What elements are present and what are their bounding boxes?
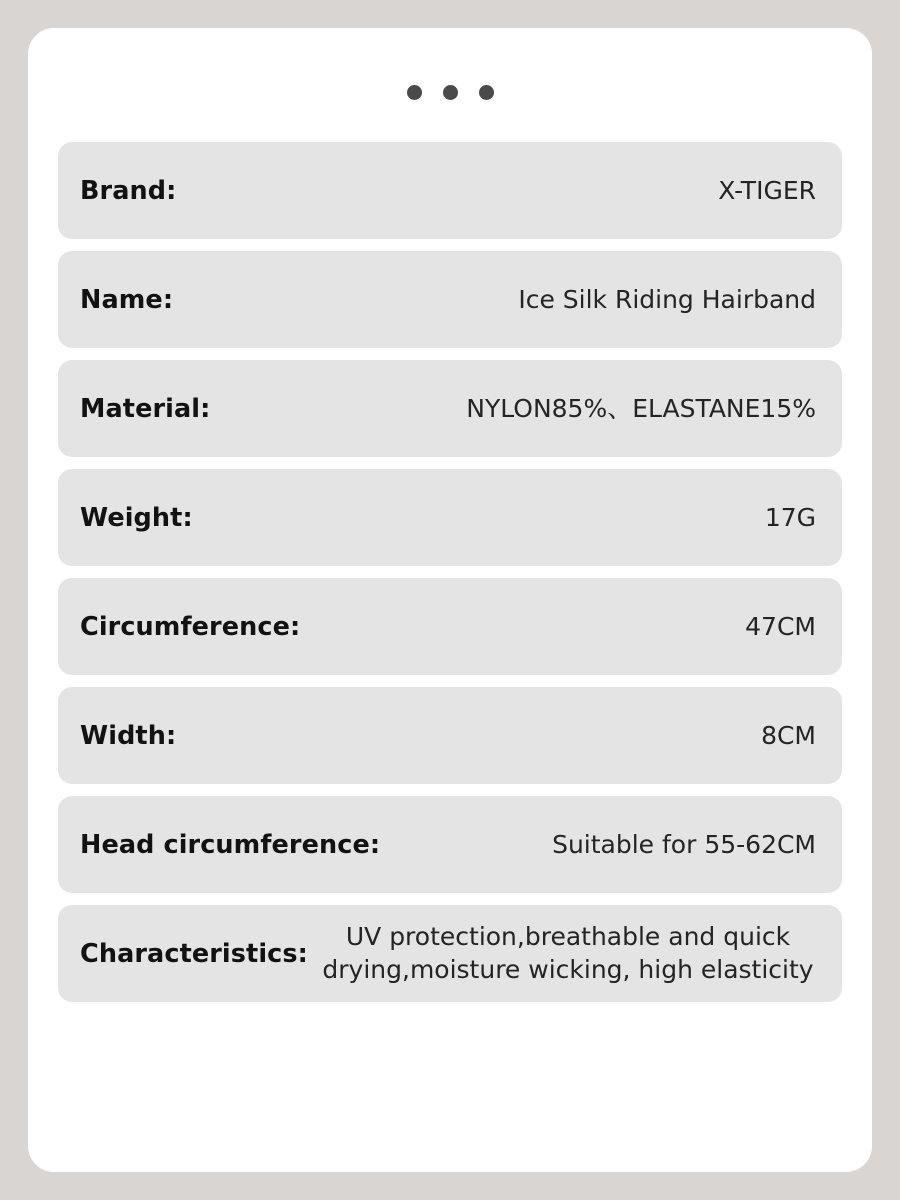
spec-value: 8CM <box>761 720 816 750</box>
spec-value: Ice Silk Riding Hairband <box>518 284 816 314</box>
spec-label: Material: <box>80 393 211 424</box>
spec-row-head-circumference <box>58 796 842 893</box>
spec-row-width <box>58 687 842 784</box>
spec-row-circumference <box>58 578 842 675</box>
spec-label: Circumference: <box>80 611 301 642</box>
spec-label: Characteristics: <box>80 938 308 969</box>
spec-label: Head circumference: <box>80 829 381 860</box>
spec-value: 17G <box>764 502 816 532</box>
spec-label: Brand: <box>80 175 177 206</box>
spec-label: Width: <box>80 720 177 751</box>
spec-row-characteristics <box>58 905 842 1002</box>
spec-card <box>28 28 872 1172</box>
spec-row-weight <box>58 469 842 566</box>
spec-label: Weight: <box>80 502 193 533</box>
spec-row-name <box>58 251 842 348</box>
spec-value: UV protection,breathable and quick drying,moisture wicking, high elasticity <box>322 922 814 984</box>
menu-dots[interactable] <box>28 28 872 102</box>
spec-value: X-TIGER <box>718 175 816 205</box>
dot-icon <box>479 85 494 100</box>
spec-label: Name: <box>80 284 174 315</box>
dot-icon <box>443 85 458 100</box>
spec-value: 47CM <box>745 611 816 641</box>
spec-row-material <box>58 360 842 457</box>
spec-value: NYLON85%、ELASTANE15% <box>466 393 816 423</box>
dot-icon <box>407 85 422 100</box>
spec-value: Suitable for 55-62CM <box>552 829 816 859</box>
spec-list <box>28 142 872 1002</box>
spec-row-brand <box>58 142 842 239</box>
